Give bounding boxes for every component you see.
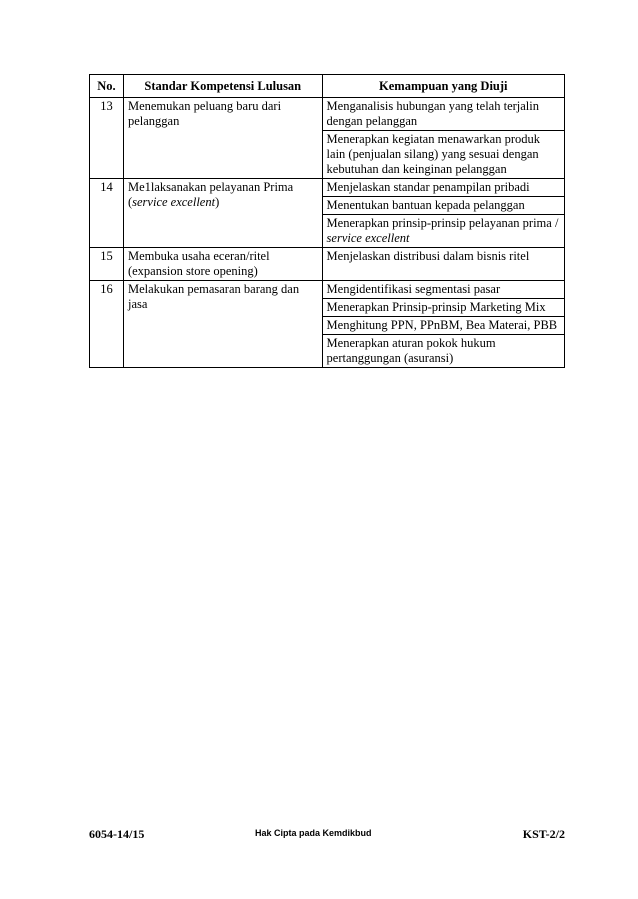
kemampuan-cell: Mengidentifikasi segmentasi pasar [322,281,564,299]
copyright-notice: Hak Cipta pada Kemdikbud [255,828,372,838]
kemampuan-cell: Menjelaskan distribusi dalam bisnis ritel [322,248,564,281]
kemampuan-cell: Menganalisis hubungan yang telah terjalin dengan pelanggan [322,98,564,131]
header-no: No. [90,75,124,98]
kemampuan-cell: Menghitung PPN, PPnBM, Bea Materai, PBB [322,317,564,335]
table-header-row [90,75,565,98]
row-number: 13 [90,98,124,179]
kemampuan-cell: Menjelaskan standar penampilan pribadi [322,179,564,197]
standar-text: Me1laksanakan pelayanan Prima [127,180,294,194]
standar-cell: Melakukan pemasaran barang dan jasa [123,281,322,368]
kemampuan-cell: Menentukan bantuan kepada pelanggan [322,197,564,215]
table-row [90,179,565,197]
kemampuan-cell: Menerapkan Prinsip-prinsip Marketing Mix [322,299,564,317]
table-row [90,281,565,299]
standar-italic: service excellent [132,195,216,209]
kemampuan-italic: service excellent [326,231,410,245]
kemampuan-cell [322,215,564,248]
page-footer [89,827,565,843]
standar-cell: Menemukan peluang baru dari pelanggan [123,98,322,179]
row-number: 14 [90,179,124,248]
kemampuan-cell: Menerapkan kegiatan menawarkan produk lain (penjualan silang) yang sesuai dengan kebutuhan dan keinginan pelanggan [322,131,564,179]
competency-table [89,74,565,368]
standar-cell: Membuka usaha eceran/ritel (expansion store opening) [123,248,322,281]
header-standar: Standar Kompetensi Lulusan [123,75,322,98]
row-number: 16 [90,281,124,368]
standar-cell: Me1laksanakan pelayanan Prima (service excellent) [123,179,322,248]
kemampuan-cell: Menerapkan aturan pokok hukum pertanggungan (asuransi) [322,335,564,368]
row-number: 15 [90,248,124,281]
table-row [90,248,565,281]
document-code: 6054-14/15 [89,827,145,841]
page-number: KST-2/2 [522,827,565,841]
kemampuan-text: Menerapkan prinsip-prinsip pelayanan prima / [326,216,559,230]
table-row [90,98,565,131]
header-kemampuan: Kemampuan yang Diuji [322,75,564,98]
